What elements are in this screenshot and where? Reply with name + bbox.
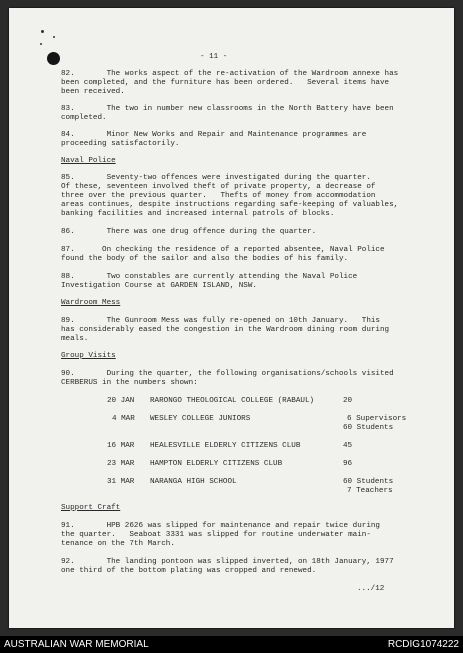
visit-organisation: RARONGO THEOLOGICAL COLLEGE (RABAUL) xyxy=(150,397,315,405)
section-heading: Support Craft xyxy=(61,504,121,512)
paragraph-line: has considerably eased the congestion in the Wardroom dining room during xyxy=(61,326,390,334)
paragraph-line: banking facilities and increased internal patrols of blocks. xyxy=(61,210,335,218)
section-heading: Naval Police xyxy=(61,157,116,165)
record-id: RCDIG1074222 xyxy=(387,639,459,650)
visit-count: 7 Teachers xyxy=(347,487,393,495)
visit-date: 20 JAN xyxy=(107,397,135,405)
continuation-marker: .../12 xyxy=(357,585,385,593)
paragraph-line: completed. xyxy=(61,114,107,122)
paragraph-line: 87. On checking the residence of a reported absentee, Naval Police xyxy=(61,246,385,254)
paragraph-line: the quarter. Seaboat 3331 was slipped for routine underwater main- xyxy=(61,531,371,539)
visit-count: 6 Supervisors xyxy=(347,415,407,423)
paragraph-line: 91. HPB 2626 was slipped for maintenance and repair twice during xyxy=(61,522,380,530)
paragraph-line: three over the previous quarter. Thefts of money from accommodation xyxy=(61,192,376,200)
visit-count: 60 Students xyxy=(343,424,394,432)
visit-date: 23 MAR xyxy=(107,460,135,468)
punch-hole xyxy=(47,52,60,65)
paragraph-line: Investigation Course at GARDEN ISLAND, NSW. xyxy=(61,282,257,290)
ink-speck xyxy=(41,30,44,33)
visit-organisation: WESLEY COLLEGE JUNIORS xyxy=(150,415,251,423)
paragraph-line: been completed, and the furniture has been ordered. Several items have xyxy=(61,79,390,87)
ink-speck xyxy=(53,36,55,38)
paragraph-line: been received. xyxy=(61,88,125,96)
paragraph-line: proceeding satisfactorily. xyxy=(61,140,180,148)
paragraph-line: meals. xyxy=(61,335,89,343)
paragraph-line: one third of the bottom plating was cropped and renewed. xyxy=(61,567,317,575)
section-heading: Wardroom Mess xyxy=(61,299,121,307)
section-heading: Group Visits xyxy=(61,352,116,360)
archive-name: AUSTRALIAN WAR MEMORIAL xyxy=(4,639,149,650)
paragraph-line: Of these, seventeen involved theft of private property, a decrease of xyxy=(61,183,376,191)
visit-date: 31 MAR xyxy=(107,478,135,486)
paragraph-line: 89. The Gunroom Mess was fully re-opened on 10th January. This xyxy=(61,317,380,325)
paragraph-line: 90. During the quarter, the following organisations/schools visited xyxy=(61,370,394,378)
paragraph-line: 82. The works aspect of the re-activation of the Wardroom annexe has xyxy=(61,70,399,78)
visit-organisation: NARANGA HIGH SCHOOL xyxy=(150,478,237,486)
paragraph-line: 83. The two in number new classrooms in the North Battery have been xyxy=(61,105,394,113)
page-number: - 11 - xyxy=(200,53,228,61)
visit-count: 96 xyxy=(343,460,353,468)
ink-speck xyxy=(40,43,42,45)
paragraph-line: areas continues, despite instructions regarding safe-keeping of valuables, xyxy=(61,201,399,209)
paragraph-line: found the body of the sailor and also the bodies of his family. xyxy=(61,255,349,263)
paragraph-line: tenance on the 7th March. xyxy=(61,540,175,548)
paragraph-line: 84. Minor New Works and Repair and Maintenance programmes are xyxy=(61,131,367,139)
visit-count: 20 xyxy=(343,397,353,405)
paragraph-line: CERBERUS in the numbers shown: xyxy=(61,379,198,387)
archive-footer xyxy=(0,636,463,653)
paragraph-line: 85. Seventy-two offences were investigated during the quarter. xyxy=(61,174,371,182)
visit-date: 16 MAR xyxy=(107,442,135,450)
visit-organisation: HAMPTON ELDERLY CITIZENS CLUB xyxy=(150,460,283,468)
paragraph-line: 86. There was one drug offence during the quarter. xyxy=(61,228,317,236)
visit-date: 4 MAR xyxy=(112,415,135,423)
paragraph-line: 88. Two constables are currently attending the Naval Police xyxy=(61,273,358,281)
visit-count: 60 Students xyxy=(343,478,394,486)
visit-organisation: HEALESVILLE ELDERLY CITIZENS CLUB xyxy=(150,442,301,450)
visit-count: 45 xyxy=(343,442,353,450)
paragraph-line: 92. The landing pontoon was slipped inverted, on 18th January, 1977 xyxy=(61,558,394,566)
